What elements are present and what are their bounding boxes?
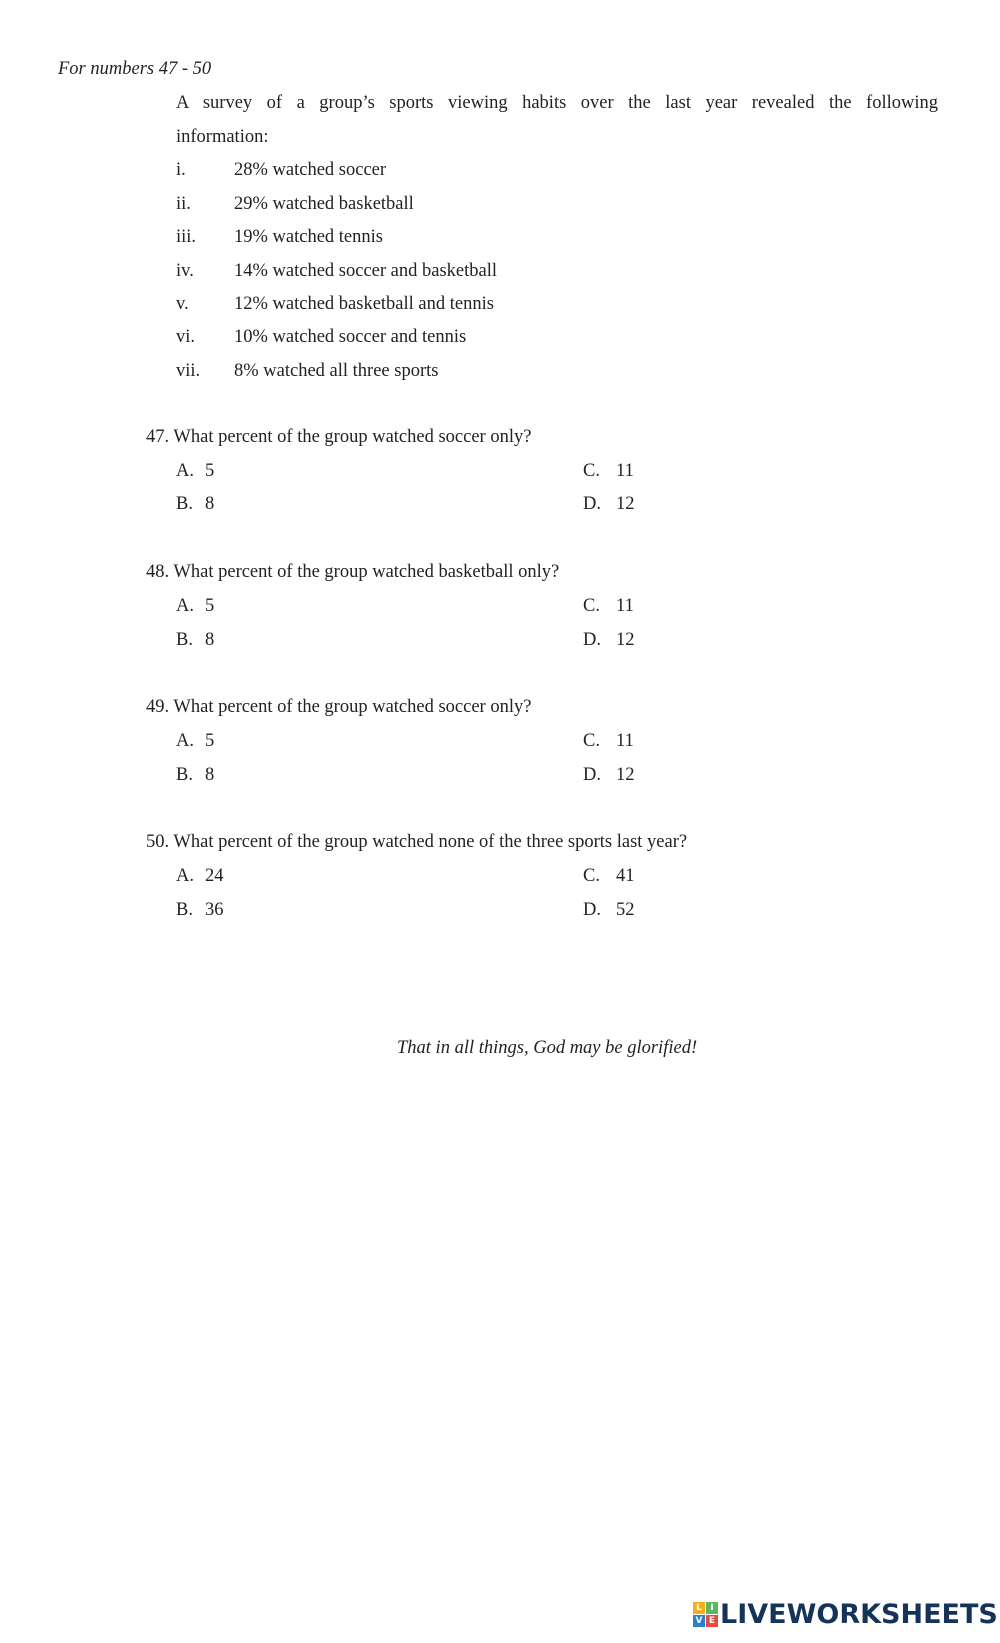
fact-text: 8% watched all three sports [234,361,439,381]
logo-tile: V [693,1615,705,1627]
logo-text: LIVEWORKSHEETS [720,1598,998,1630]
option-a-value[interactable]: 5 [205,461,215,481]
logo-tile: E [706,1615,718,1627]
fact-text: 28% watched soccer [234,160,387,180]
intro-line-1: A survey of a group’s sports viewing habits over the last year revealed the following [176,93,938,113]
option-b-letter: B. [176,900,193,920]
option-b-letter: B. [176,494,193,514]
option-d-value[interactable]: 52 [616,900,635,920]
option-a-value[interactable]: 5 [205,596,215,616]
option-b-value[interactable]: 36 [205,900,224,920]
fact-text: 12% watched basketball and tennis [234,294,494,314]
logo-tile: L [693,1602,705,1614]
option-d-letter: D. [583,494,601,514]
fact-numeral: v. [176,294,189,314]
fact-numeral: vii. [176,361,201,381]
fact-numeral: i. [176,160,186,180]
question-text: 48. What percent of the group watched basketball only? [146,562,560,582]
fact-text: 14% watched soccer and basketball [234,261,498,281]
question-text: 50. What percent of the group watched none of the three sports last year? [146,832,688,852]
option-a-letter: A. [176,596,194,616]
liveworksheets-logo [693,1597,998,1631]
option-a-letter: A. [176,731,194,751]
question-text: 49. What percent of the group watched soccer only? [146,697,532,717]
option-d-letter: D. [583,900,601,920]
option-b-value[interactable]: 8 [205,494,215,514]
option-d-letter: D. [583,765,601,785]
fact-text: 10% watched soccer and tennis [234,327,467,347]
option-d-letter: D. [583,630,601,650]
option-a-value[interactable]: 5 [205,731,215,751]
option-c-letter: C. [583,731,600,751]
fact-numeral: vi. [176,327,196,347]
option-c-letter: C. [583,596,600,616]
fact-text: 19% watched tennis [234,227,383,247]
option-c-value[interactable]: 11 [616,731,634,751]
option-b-letter: B. [176,630,193,650]
option-d-value[interactable]: 12 [616,765,635,785]
section-range-label: For numbers 47 - 50 [58,59,212,79]
option-c-value[interactable]: 11 [616,461,634,481]
fact-numeral: iii. [176,227,197,247]
option-a-letter: A. [176,461,194,481]
option-c-value[interactable]: 11 [616,596,634,616]
option-a-letter: A. [176,866,194,886]
option-a-value[interactable]: 24 [205,866,224,886]
question-text: 47. What percent of the group watched soccer only? [146,427,532,447]
closing-motto: That in all things, God may be glorified! [397,1038,698,1058]
logo-grid-icon [693,1602,718,1627]
option-d-value[interactable]: 12 [616,494,635,514]
option-d-value[interactable]: 12 [616,630,635,650]
option-b-value[interactable]: 8 [205,765,215,785]
logo-tile: I [706,1602,718,1614]
option-c-value[interactable]: 41 [616,866,635,886]
fact-numeral: iv. [176,261,194,281]
fact-text: 29% watched basketball [234,194,414,214]
intro-line-2: information: [176,127,269,147]
option-b-value[interactable]: 8 [205,630,215,650]
option-c-letter: C. [583,866,600,886]
fact-numeral: ii. [176,194,191,214]
option-b-letter: B. [176,765,193,785]
option-c-letter: C. [583,461,600,481]
